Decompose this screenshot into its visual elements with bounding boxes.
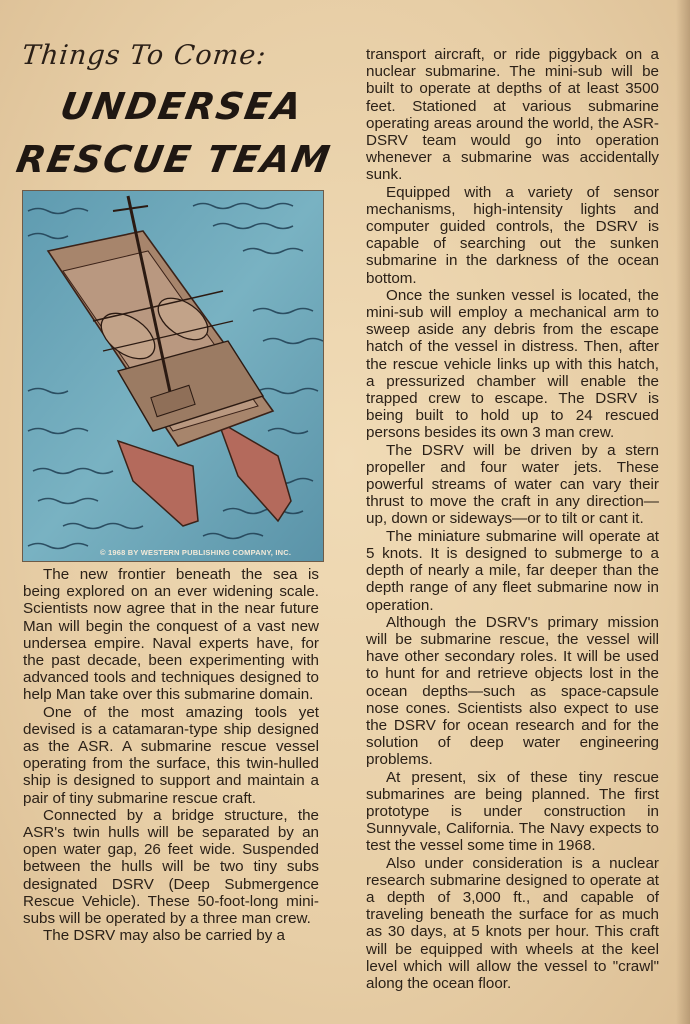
paragraph: Equipped with a variety of sensor mechanisms, high-intensity lights and computer guided controls, the DSRV is capable of searching out the sunken submarine in the darkness of the ocean bottom.: [366, 183, 659, 287]
paragraph: Also under consideration is a nuclear research submarine designed to operate at a depth of 3,000 ft., and capable of traveling beneath the surface for as much as 30 days, at 5 knots per hour. This craft will be equipped with wheels at the keel level which will allow the vessel to "crawl" along the ocean floor.: [366, 854, 659, 992]
paragraph: Once the sunken vessel is located, the mini-sub will employ a mechanical arm to sweep aside any debris from the escape hatch of the vessel in distress. Then, after the rescue vehicle links up with this hatch, a pressurized chamber will enable the trapped crew to escape. The DSRV is being built to hold up to 24 rescued persons besides its own 3 man crew.: [366, 286, 659, 442]
paragraph: transport aircraft, or ride piggyback on a nuclear submarine. The mini-sub will be built to operate at depths of at least 3500 feet. Stationed at various submarine operating areas around the world, the ASR-DSRV team would go into operation whenever a submarine was accidentally sunk.: [366, 46, 659, 184]
page-edge-shadow: [676, 0, 690, 1024]
catamaran-illustration: [22, 190, 324, 562]
paragraph: At present, six of these tiny rescue submarines are being planned. The first prototype is under construction in Sunnyvale, California. The Navy expects to test the vessel some time in 1968.: [366, 768, 659, 855]
paragraph: The miniature submarine will operate at 5 knots. It is designed to submerge to a depth of nearly a mile, far deeper than the depth range of any fleet submarine now in operation.: [366, 527, 659, 614]
article-kicker: Things To Come:: [20, 40, 269, 71]
illustration-drawing: [23, 191, 323, 561]
paragraph: One of the most amazing tools yet devised is a catamaran-type ship designed as the ASR. A submarine rescue vessel operating from the surface, this twin-hulled ship is designed to support and maintain a pair of tiny submarine rescue craft.: [23, 703, 319, 807]
paragraph: The new frontier beneath the sea is being explored on an ever widening scale. Scientists now agree that in the near future Man will begin the conquest of a vast new undersea empire. Naval experts have, for the past decade, been experimenting with advanced tools and techniques designed to help Man take over this submarine domain.: [23, 566, 319, 704]
paragraph: The DSRV will be driven by a stern propeller and four water jets. These powerful streams of water can vary their thrust to move the craft in any direction—up, down or sideways—or to tilt or cant it.: [366, 441, 659, 528]
paragraph: Connected by a bridge structure, the ASR's twin hulls will be separated by an open water gap, 26 feet wide. Suspended between the hulls will be two tiny subs designated DSRV (Deep Submergence Rescue Vehicle). These 50-foot-long mini-subs will be operated by a three man crew.: [23, 806, 319, 928]
headline-line-2: RESCUE TEAM: [13, 138, 335, 181]
paragraph: The DSRV may also be carried by a: [43, 927, 285, 945]
copyright-line: © 1968 BY WESTERN PUBLISHING COMPANY, INC.: [100, 548, 292, 557]
right-text-column: [366, 46, 659, 992]
left-text-column: [23, 566, 319, 944]
headline-line-1: UNDERSEA: [57, 85, 307, 128]
paragraph: Although the DSRV's primary mission will be submarine rescue, the vessel will have other secondary roles. It will be used to hunt for and retrieve objects lost in the ocean depths—such as space-capsule nose cones. Scientists also expect to use the DSRV for ocean research and for the solution of deep water engineering problems.: [366, 613, 659, 769]
